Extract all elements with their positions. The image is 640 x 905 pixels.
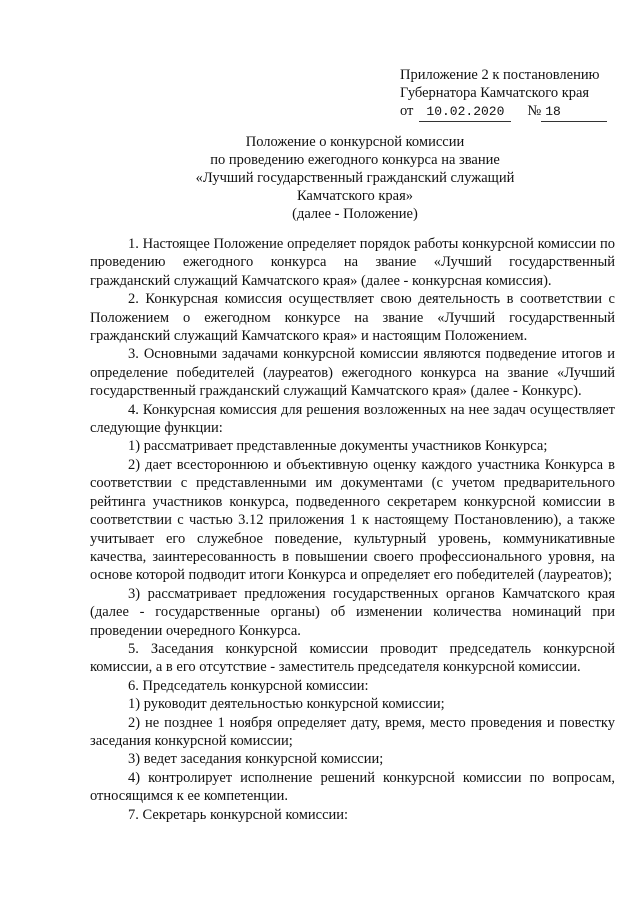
title-line-3: «Лучший государственный гражданский служащий <box>195 170 515 186</box>
document-body <box>90 235 615 824</box>
paragraph-6-item-2: 2) не позднее 1 ноября определяет дату, время, место проведения и повестку заседания конкурсной комиссии; <box>90 714 615 749</box>
attachment-date-line <box>400 102 630 122</box>
attachment-line-2: Губернатора Камчатского края <box>400 85 590 101</box>
number-prefix: № <box>527 103 542 119</box>
paragraph-6-item-4: 4) контролирует исполнение решений конкурсной комиссии по вопросам, относящимся к ее компетенции. <box>90 769 615 805</box>
title-line-5: (далее - Положение) <box>292 206 418 222</box>
date-prefix: от <box>400 103 414 119</box>
paragraph-7: 7. Секретарь конкурсной комиссии: <box>128 806 349 823</box>
title-line-4: Камчатского края» <box>296 188 414 204</box>
attachment-line-1: Приложение 2 к постановлению <box>400 67 600 83</box>
paragraph-2: 2. Конкурсная комиссия осуществляет свою деятельность в соответствии с Положением о ежегодном конкурсе на звание «Лучший государственный гражданский служащий Камчатского края» и настоящим Положением. <box>90 291 615 345</box>
decree-number: 18 <box>541 103 607 122</box>
decree-date: 10.02.2020 <box>419 103 511 122</box>
paragraph-1: 1. Настоящее Положение определяет порядок работы конкурсной комиссии по проведению ежегодного конкурса на звание «Лучший государственный гражданский служащий Камчатского края» (далее - конкурсная комиссия). <box>90 236 615 289</box>
paragraph-4-item-3: 3) рассматривает предложения государственных органов Камчатского края (далее - государственные органы) об изменении количества номинаций при проведении очередного Конкурса. <box>90 585 615 639</box>
paragraph-4: 4. Конкурсная комиссия для решения возложенных на нее задач осуществляет следующие функции: <box>90 401 615 437</box>
paragraph-6: 6. Председатель конкурсной комиссии: <box>128 677 369 694</box>
paragraph-5: 5. Заседания конкурсной комиссии проводит председатель конкурсной комиссии, а в его отсутствие - заместитель председателя конкурсной комиссии. <box>90 640 615 676</box>
title-line-2: по проведению ежегодного конкурса на звание <box>210 152 500 168</box>
paragraph-6-item-1: 1) руководит деятельностью конкурсной комиссии; <box>128 696 445 713</box>
paragraph-4-item-1: 1) рассматривает представленные документы участников Конкурса; <box>128 438 548 455</box>
title-line-1: Положение о конкурсной комиссии <box>245 134 465 150</box>
attachment-header <box>400 66 630 122</box>
paragraph-6-item-3: 3) ведет заседания конкурсной комиссии; <box>128 751 384 768</box>
document-title <box>140 133 570 223</box>
paragraph-3: 3. Основными задачами конкурсной комиссии являются подведение итогов и определение победителей (лауреатов) ежегодного конкурса на звание «Лучший государственный гражданский служащий Камчатского края» (далее - Конкурс). <box>90 346 615 400</box>
paragraph-4-item-2: 2) дает всестороннюю и объективную оценку каждого участника Конкурса в соответствии с представленными им документами (с учетом предварительного рейтинга участников конкурса, подведенного секретарем конкурсной комиссии в соответствии с частью 3.12 приложения 1 к настоящему Постановлению), а также учитывает его служебное поведение, культурный уровень, коммуникативные качества, заинтересованность в повышении своего профессионального уровня, на основе которой подводит итоги Конкурса и определяет его победителей (лауреатов); <box>90 456 615 584</box>
